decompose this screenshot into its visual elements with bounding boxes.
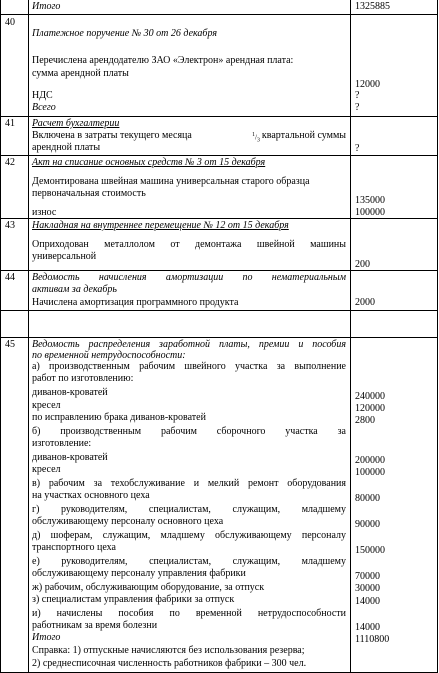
row-text: Справка: 1) отпускные начисляются без использования резерва; (32, 645, 305, 656)
row-text: и) начислены пособия по временной нетрудоспособности (32, 608, 346, 619)
row-text: д) шоферам, служащим, младшему обслуживающему персоналу (32, 530, 346, 541)
row-amount: 150000 (355, 545, 385, 556)
row-amount: 14000 (355, 622, 380, 633)
row-text: Перечислена арендодателю ЗАО «Электрон» арендная плата: (32, 55, 294, 66)
row-amount: 100000 (355, 467, 385, 478)
row-number: 41 (5, 118, 15, 129)
row-text: сумма арендной платы (32, 68, 129, 79)
row-text: Всего (32, 102, 56, 113)
row-divider (0, 116, 438, 117)
row-text: обслуживающему персоналу основного цеха (32, 516, 224, 527)
row-amount: 2000 (355, 297, 375, 308)
row-text: универсальной (32, 251, 97, 262)
row-text: НДС (32, 90, 53, 101)
row-amount: 12000 (355, 79, 380, 90)
row-text-part: квартальной суммы (261, 130, 346, 141)
row-title: Платежное поручение № 30 от 26 декабря (32, 28, 217, 39)
row-amount: 30000 (355, 583, 380, 594)
row-amount: 14000 (355, 596, 380, 607)
row-title: Акт на списание основных средств № 3 от 15 декабря (32, 157, 266, 168)
row-number: 42 (5, 157, 15, 168)
row-title: по временной нетрудоспособности: (32, 350, 186, 361)
row-number: 40 (5, 17, 15, 28)
row-text: арендной платы (32, 142, 101, 153)
row-text: ж) рабочим, обслуживающим оборудование, за отпуск (32, 582, 265, 593)
row-title: Ведомость распределения заработной платы, премии и пособия (32, 339, 346, 350)
row-amount: 80000 (355, 493, 380, 504)
row-amount: ? (355, 90, 360, 101)
row-amount: 135000 (355, 195, 385, 206)
row-text: работ по изготовлению: (32, 373, 134, 384)
row-text: з) специалистам управления фабрики за отпуск (32, 594, 235, 605)
row-text: первоначальная стоимость (32, 188, 146, 199)
row-amount: 240000 (355, 391, 385, 402)
fraction-denominator: 3 (257, 137, 260, 144)
row-title: активам за декабрь (32, 284, 117, 295)
row-text: работникам за время болезни (32, 620, 158, 631)
row-amount: ? (355, 143, 360, 154)
row-title: Расчет бухгалтерии (32, 118, 120, 129)
row-amount: 2800 (355, 415, 375, 426)
row-divider (0, 14, 438, 15)
row-text: кресел (32, 464, 61, 475)
row-text: Демонтирована швейная машина универсальная старого образца (32, 176, 310, 187)
row-text: б) производственным рабочим сборочного участка за (32, 426, 346, 437)
row-text-part: Включена в затраты текущего месяца (32, 130, 192, 141)
row-amount: ? (355, 102, 360, 113)
row-number: 44 (5, 272, 15, 283)
row-text: 2) среднесписочная численность работников фабрики – 300 чел. (32, 658, 307, 669)
row-text: г) руководителям, специалистам, служащим, младшему (32, 504, 346, 515)
row-amount: 1110800 (355, 634, 390, 645)
row-text: Оприходован металлолом от демонтажа швейной машины (32, 239, 346, 250)
row-text: Итого (32, 632, 61, 643)
row-text: на участках основного цеха (32, 490, 150, 501)
row-text: транспортного цеха (32, 542, 116, 553)
row-number: 43 (5, 220, 15, 231)
row-divider (0, 310, 438, 311)
row-text: диванов-кроватей (32, 452, 108, 463)
row-amount: 120000 (355, 403, 385, 414)
row-text: кресел (32, 400, 61, 411)
row-text: в) рабочим за техобслуживание и мелкий ремонт оборудования (32, 478, 346, 489)
row-divider (0, 270, 438, 271)
row-number: 45 (5, 339, 15, 350)
row-amount: 100000 (355, 207, 385, 218)
row-amount: 200000 (355, 455, 385, 466)
total-amount: 1325885 (355, 1, 390, 12)
row-text: обслуживающему персоналу управления фабрики (32, 568, 246, 579)
fraction-numerator: 1 (252, 132, 256, 138)
fraction: $^1/_3$ (252, 132, 260, 144)
row-text: износ (32, 207, 57, 218)
row-amount: 70000 (355, 571, 380, 582)
row-divider (0, 218, 438, 219)
row-text: по исправлению брака диванов-кроватей (32, 412, 206, 423)
row-title: Ведомость начисления амортизации по нематериальным (32, 272, 346, 283)
row-text: е) руководителям, специалистам, служащим, младшему (32, 556, 346, 567)
total-label: Итого (32, 1, 61, 12)
row-text: диванов-кроватей (32, 387, 108, 398)
row-amount: 90000 (355, 519, 380, 530)
row-divider (0, 337, 438, 338)
row-text: Начислена амортизация программного продукта (32, 297, 239, 308)
row-amount: 200 (355, 259, 370, 270)
row-text: а) производственным рабочим швейного участка за выполнение (32, 361, 346, 372)
row-divider (0, 155, 438, 156)
row-title: Накладная на внутреннее перемещение № 12 от 15 декабря (32, 220, 289, 231)
row-text: изготовление: (32, 438, 92, 449)
